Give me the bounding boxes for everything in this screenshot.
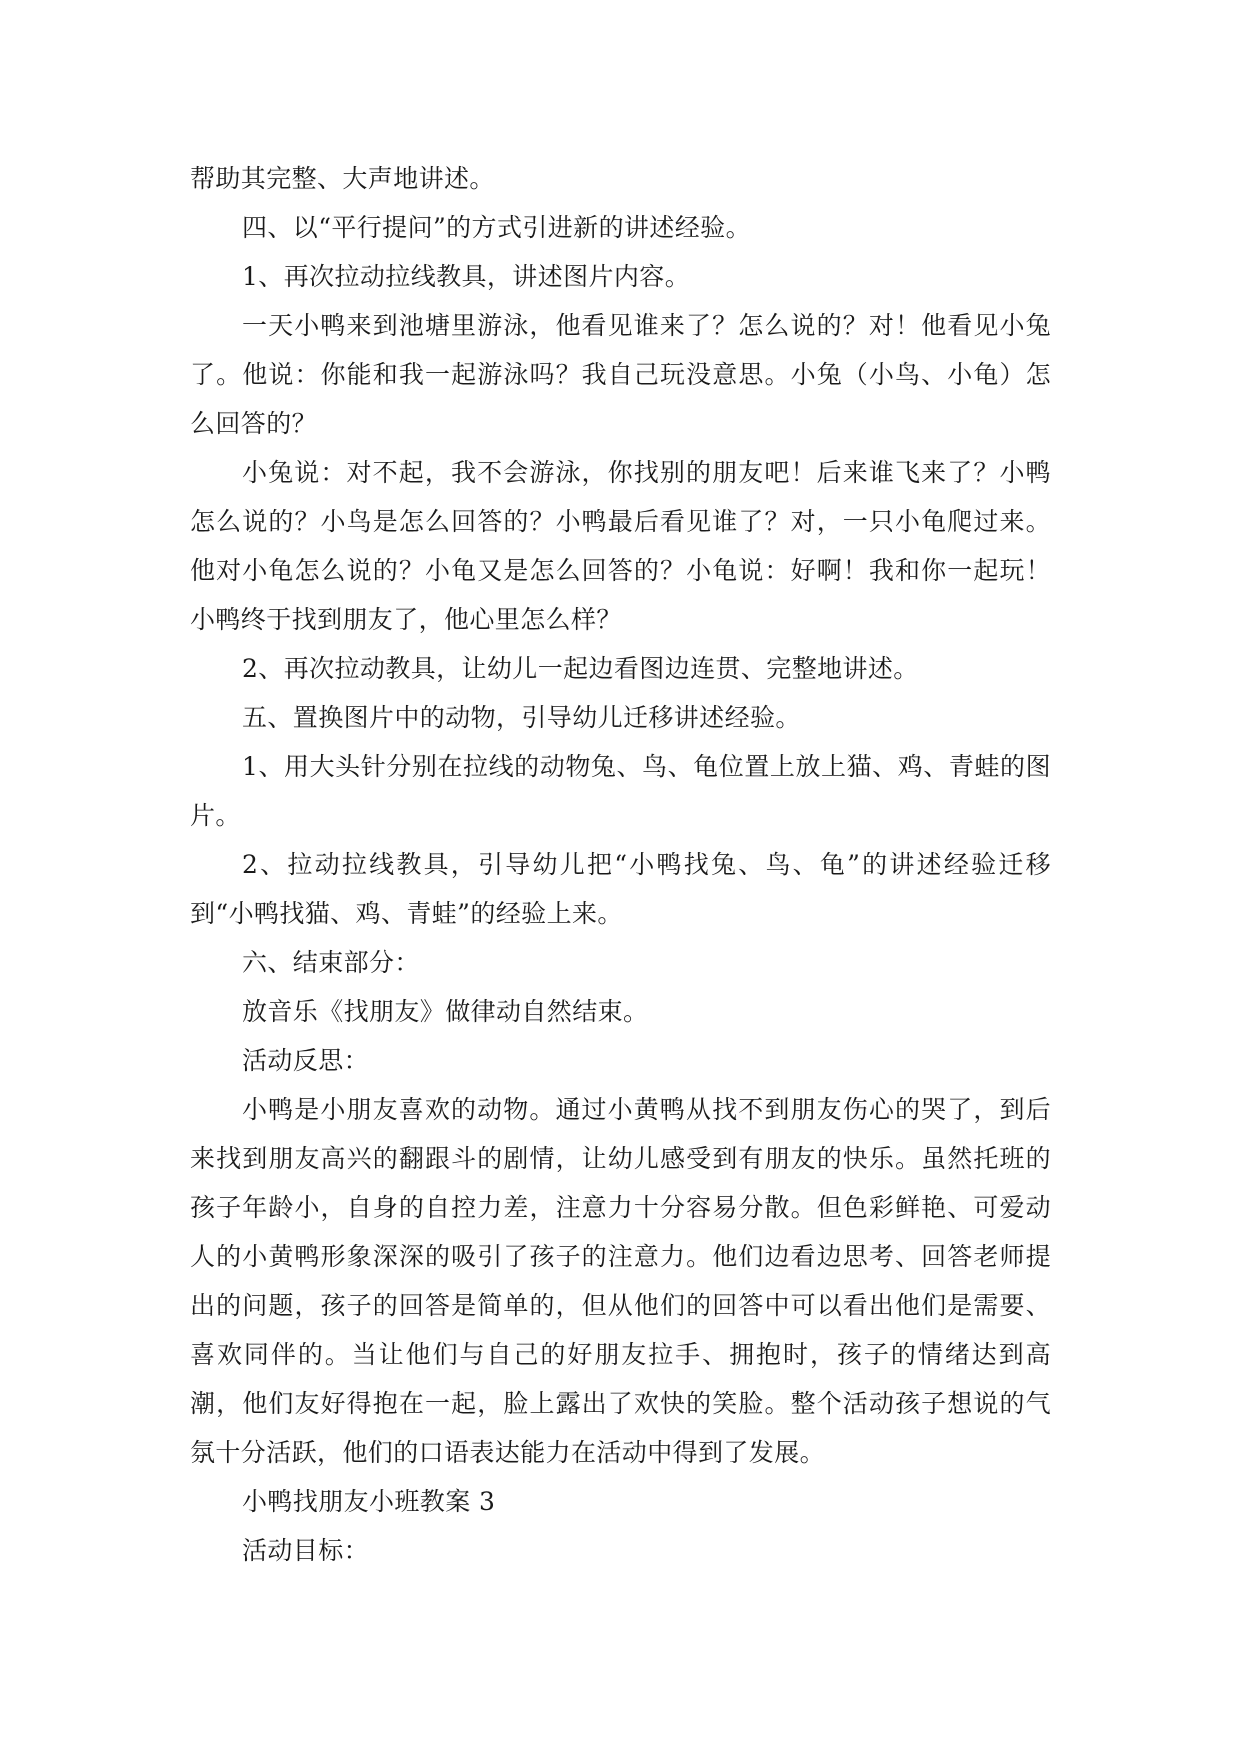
step-item: 2、拉动拉线教具，引导幼儿把“小鸭找兔、鸟、龟”的讲述经验迁移到“小鸭找猫、鸡、青蛙”的经验上来。 xyxy=(190,850,1051,928)
lesson-title: 小鸭找朋友小班教案 3 xyxy=(242,1487,496,1516)
step-item: 1、用大头针分别在拉线的动物兔、鸟、龟位置上放上猫、鸡、青蛙的图片。 xyxy=(190,752,1051,830)
body-paragraph: 放音乐《找朋友》做律动自然结束。 xyxy=(242,997,649,1026)
story-paragraph: 一天小鸭来到池塘里游泳，他看见谁来了？怎么说的？对！他看见小兔了。他说：你能和我一起游泳吗？我自己玩没意思。小兔（小鸟、小龟）怎么回答的？ xyxy=(190,311,1051,438)
paragraph-continuation: 帮助其完整、大声地讲述。 xyxy=(190,164,495,193)
step-item: 2、再次拉动教具，让幼儿一起边看图边连贯、完整地讲述。 xyxy=(242,654,919,683)
objectives-heading: 活动目标： xyxy=(242,1536,370,1565)
reflection-heading: 活动反思： xyxy=(242,1046,370,1075)
section-heading-four: 四、以“平行提问”的方式引进新的讲述经验。 xyxy=(242,213,751,242)
section-heading-five: 五、置换图片中的动物，引导幼儿迁移讲述经验。 xyxy=(242,703,801,732)
document-body xyxy=(190,154,1051,1575)
story-paragraph: 小兔说：对不起，我不会游泳，你找别的朋友吧！后来谁飞来了？小鸭怎么说的？小鸟是怎么回答的？小鸭最后看见谁了？对，一只小龟爬过来。他对小龟怎么说的？小龟又是怎么回答的？小龟说：好啊！我和你一起玩！小鸭终于找到朋友了，他心里怎么样？ xyxy=(190,458,1051,634)
step-item: 1、再次拉动拉线教具，讲述图片内容。 xyxy=(242,262,691,291)
reflection-paragraph: 小鸭是小朋友喜欢的动物。通过小黄鸭从找不到朋友伤心的哭了，到后来找到朋友高兴的翻跟斗的剧情，让幼儿感受到有朋友的快乐。虽然托班的孩子年龄小，自身的自控力差，注意力十分容易分散。但色彩鲜艳、可爱动人的小黄鸭形象深深的吸引了孩子的注意力。他们边看边思考、回答老师提出的问题，孩子的回答是简单的，但从他们的回答中可以看出他们是需要、喜欢同伴的。当让他们与自己的好朋友拉手、拥抱时，孩子的情绪达到高潮，他们友好得抱在一起，脸上露出了欢快的笑脸。整个活动孩子想说的气氛十分活跃，他们的口语表达能力在活动中得到了发展。 xyxy=(190,1095,1051,1467)
section-heading-six: 六、结束部分： xyxy=(242,948,420,977)
